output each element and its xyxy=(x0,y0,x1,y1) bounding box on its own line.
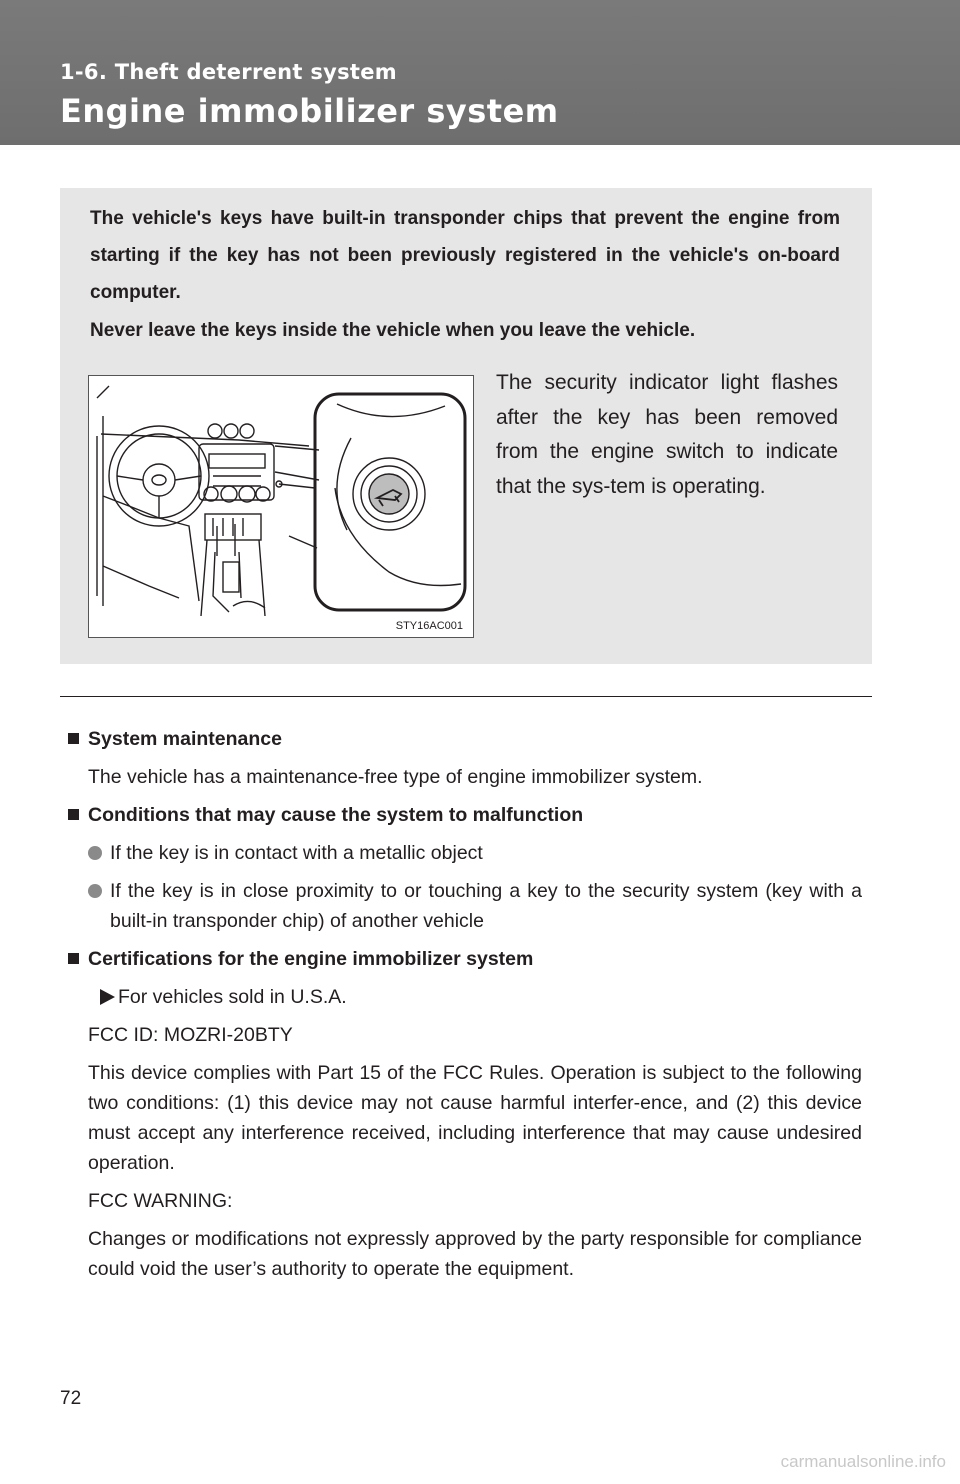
triangle-pointer-icon xyxy=(100,989,115,1005)
dashboard-illustration xyxy=(88,375,474,638)
circle-bullet-icon xyxy=(88,884,102,898)
vehicles-note: For vehicles sold in U.S.A. xyxy=(100,982,862,1012)
intro-paragraph: The vehicle's keys have built-in transponder chips that prevent the engine from starting if the key has not been previously registered in the vehicle's on-board computer. xyxy=(90,208,840,303)
main-content xyxy=(68,724,862,1292)
list-item: If the key is in contact with a metallic object xyxy=(88,838,862,868)
list-item: If the key is in close proximity to or touching a key to the security system (key with a built-in transponder chip) of another vehicle xyxy=(88,876,862,936)
square-bullet-icon xyxy=(68,809,79,820)
intro-box xyxy=(60,188,872,664)
circle-bullet-icon xyxy=(88,846,102,860)
figure-code: STY16AC001 xyxy=(395,620,463,632)
page-title: Engine immobilizer system xyxy=(60,92,559,130)
dashboard-drawing xyxy=(89,376,473,637)
heading-malfunction-conditions: Conditions that may cause the system to malfunction xyxy=(68,800,862,830)
heading-system-maintenance: System maintenance xyxy=(68,724,862,754)
intro-warning: Never leave the keys inside the vehicle when you leave the vehicle. xyxy=(90,320,696,341)
square-bullet-icon xyxy=(68,953,79,964)
fcc-compliance-text: This device complies with Part 15 of the FCC Rules. Operation is subject to the following two conditions: (1) this device may not cause harmful interfer-ence, and (2) this device must accept any interference received, including interference that may cause undesired operation. xyxy=(88,1062,862,1174)
square-bullet-icon xyxy=(68,733,79,744)
fcc-warning-text: Changes or modifications not expressly approved by the party responsible for compliance could void the user’s authority to operate the equipment. xyxy=(88,1228,862,1280)
section-label: 1-6. Theft deterrent system xyxy=(60,60,397,84)
fcc-warning-label: FCC WARNING: xyxy=(88,1190,233,1212)
figure-caption: The security indicator light flashes after the key has been removed from the engine switch to indicate that the sys-tem is operating. xyxy=(496,371,838,498)
watermark: carmanualsonline.info xyxy=(780,1452,946,1471)
page-number: 72 xyxy=(60,1388,82,1409)
maintenance-text: The vehicle has a maintenance-free type of engine immobilizer system. xyxy=(88,766,703,788)
fcc-id: FCC ID: MOZRI-20BTY xyxy=(88,1024,293,1046)
divider xyxy=(60,696,872,697)
heading-certifications: Certifications for the engine immobilizer system xyxy=(68,944,862,974)
